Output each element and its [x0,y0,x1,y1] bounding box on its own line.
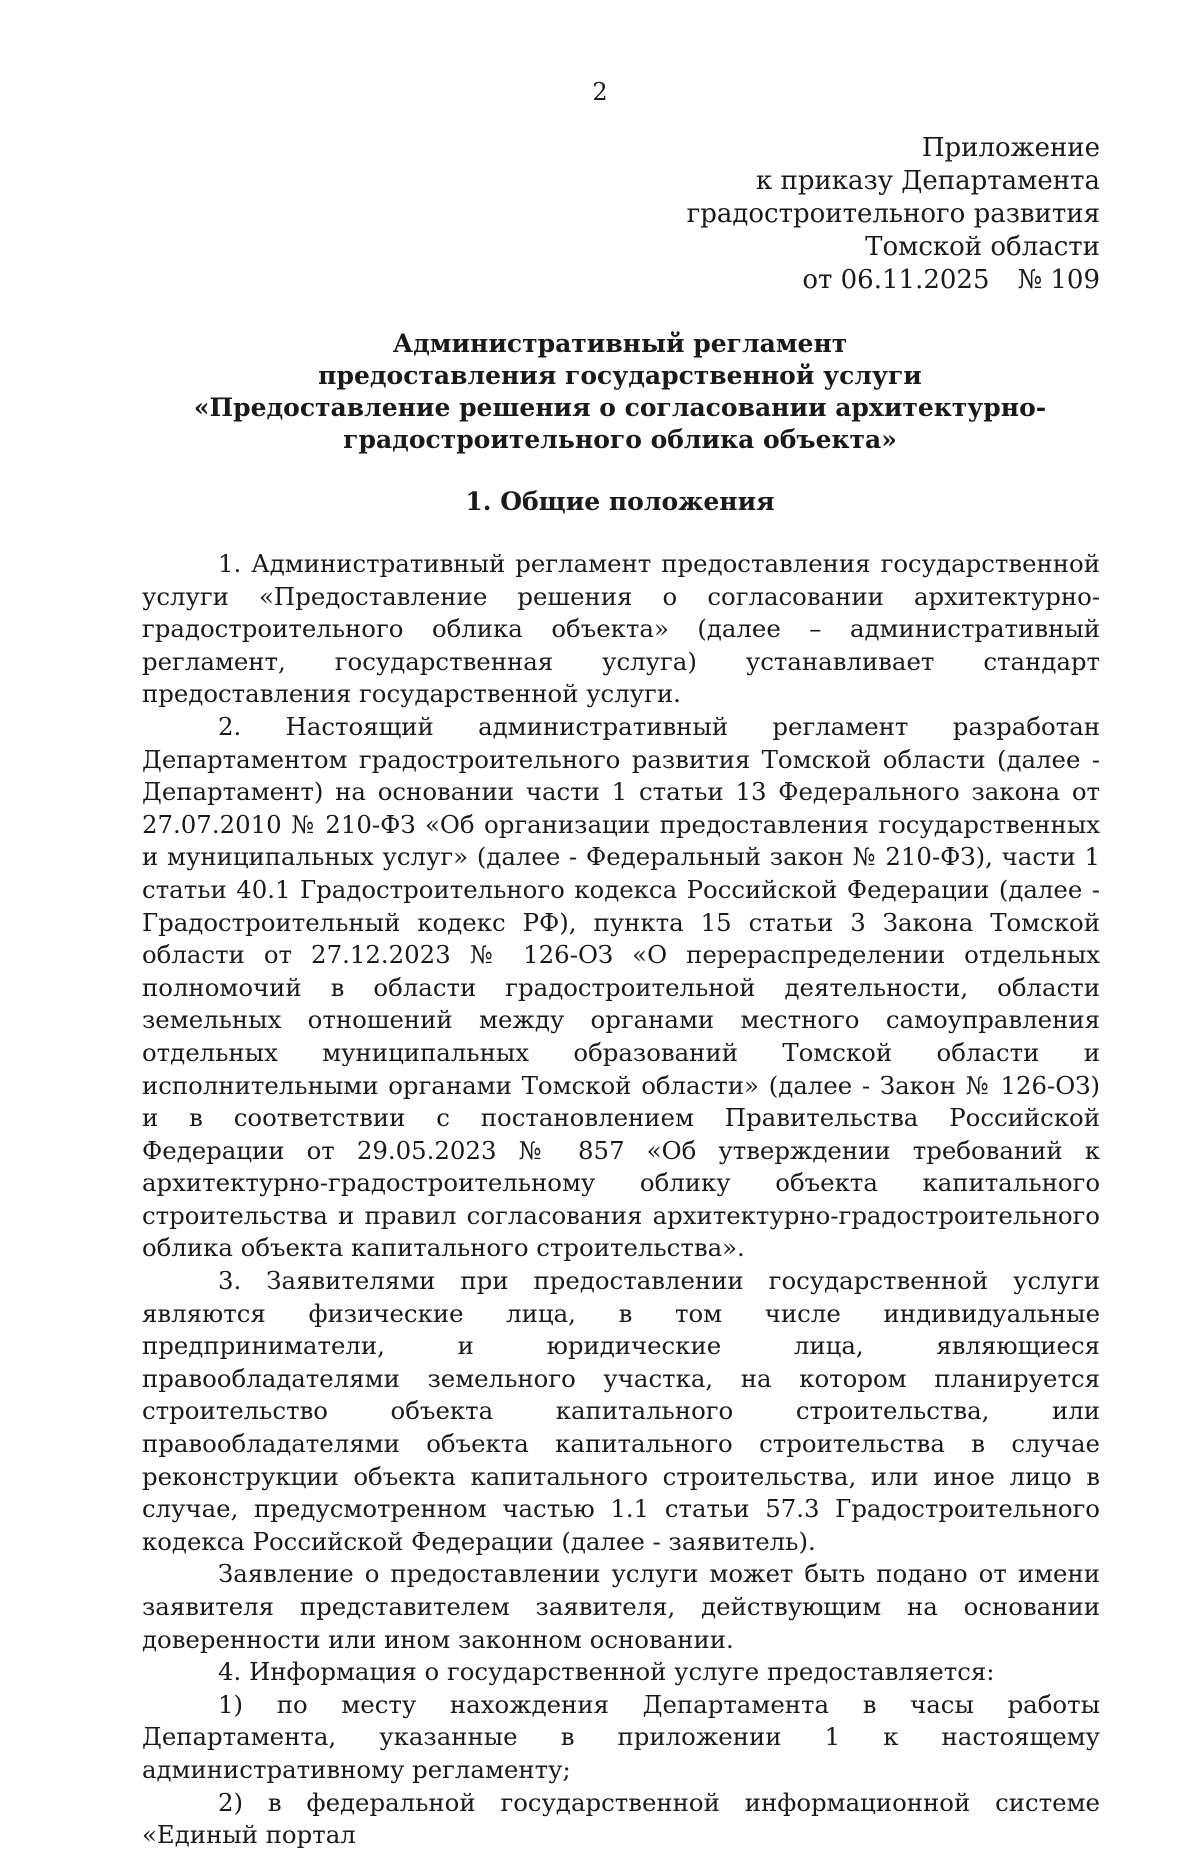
title-line-1: Административный регламент [392,329,848,358]
appendix-date: от 06.11.2025 [802,265,990,295]
paragraph-2: 2. Настоящий административный регламент разработан Департаментом градостроительного развития Томской области (далее - Департамент) на основании части 1 статьи 13 Федерального закона от 27.07.2010 № 210-ФЗ «Об организации предоставления государственных и муниципальных услуг» (далее - Федеральный закон № 210-ФЗ), части 1 статьи 40.1 Градостроительного кодекса Российской Федерации (далее - Градостроительный кодекс РФ), пункта 15 статьи 3 Закона Томской области от 27.12.2023 № 126-ОЗ «О перераспределении отдельных полномочий в области градостроительной деятельности, области земельных отношений между органами местного самоуправления отдельных муниципальных образований Томской области и исполнительными органами Томской области» (далее - Закон № 126-ОЗ) и в соответствии с постановлением Правительства Российской Федерации от 29.05.2023 № 857 «Об утверждении требований к архитектурно-градостроительному облику объекта капитального строительства и правил согласования архитектурно-градостроительного облика объекта капитального строительства». [142,711,1100,1263]
appendix-order-line: к приказу Департамента [755,166,1100,196]
paragraph-3: 3. Заявителями при предоставлении государственной услуги являются физические лица, в том числе индивидуальные предприниматели, и юридические лица, являющиеся правообладателями земельного участка, на котором планируется строительство объекта капитального строительства, или правообладателями объекта капитального строительства в случае реконструкции объекта капитального строительства, или иное лицо в случае, предусмотренном частью 1.1 статьи 57.3 Градостроительного кодекса Российской Федерации (далее - заявитель). [142,1266,1100,1556]
title-line-4: градостроительного облика объекта» [343,425,897,454]
title-line-2: предоставления государственной услуги [318,361,922,390]
body-text [142,548,1100,1852]
appendix-region-line: Томской области [865,232,1100,262]
title-line-3: «Предоставление решения о согласовании архитектурно- [193,393,1047,422]
appendix-date-number-line [540,264,1100,297]
document-title [140,328,1100,456]
paragraph-5: 4. Информация о государственной услуге предоставляется: [218,1657,995,1687]
appendix-department-line: градостроительного развития [686,199,1100,229]
paragraph-7: 2) в федеральной государственной информационной системе «Единый портал [142,1787,1100,1850]
appendix-label: Приложение [921,133,1100,163]
paragraph-4: Заявление о предоставлении услуги может быть подано от имени заявителя представителем заявителя, действующим на основании доверенности или ином законном основании. [142,1559,1100,1654]
page-number: 2 [592,78,608,106]
appendix-number: № 109 [1017,265,1100,295]
paragraph-6: 1) по месту нахождения Департамента в часы работы Департамента, указанные в приложении 1 к настоящему административному регламенту; [142,1689,1100,1784]
appendix-block [540,132,1100,297]
paragraph-1: 1. Административный регламент предоставления государственной услуги «Предоставление решения о согласовании архитектурно-градостроительного облика объекта» (далее – административный регламент, государственная услуга) устанавливает стандарт предоставления государственной услуги. [142,549,1100,709]
section-heading: 1. Общие положения [465,487,775,516]
